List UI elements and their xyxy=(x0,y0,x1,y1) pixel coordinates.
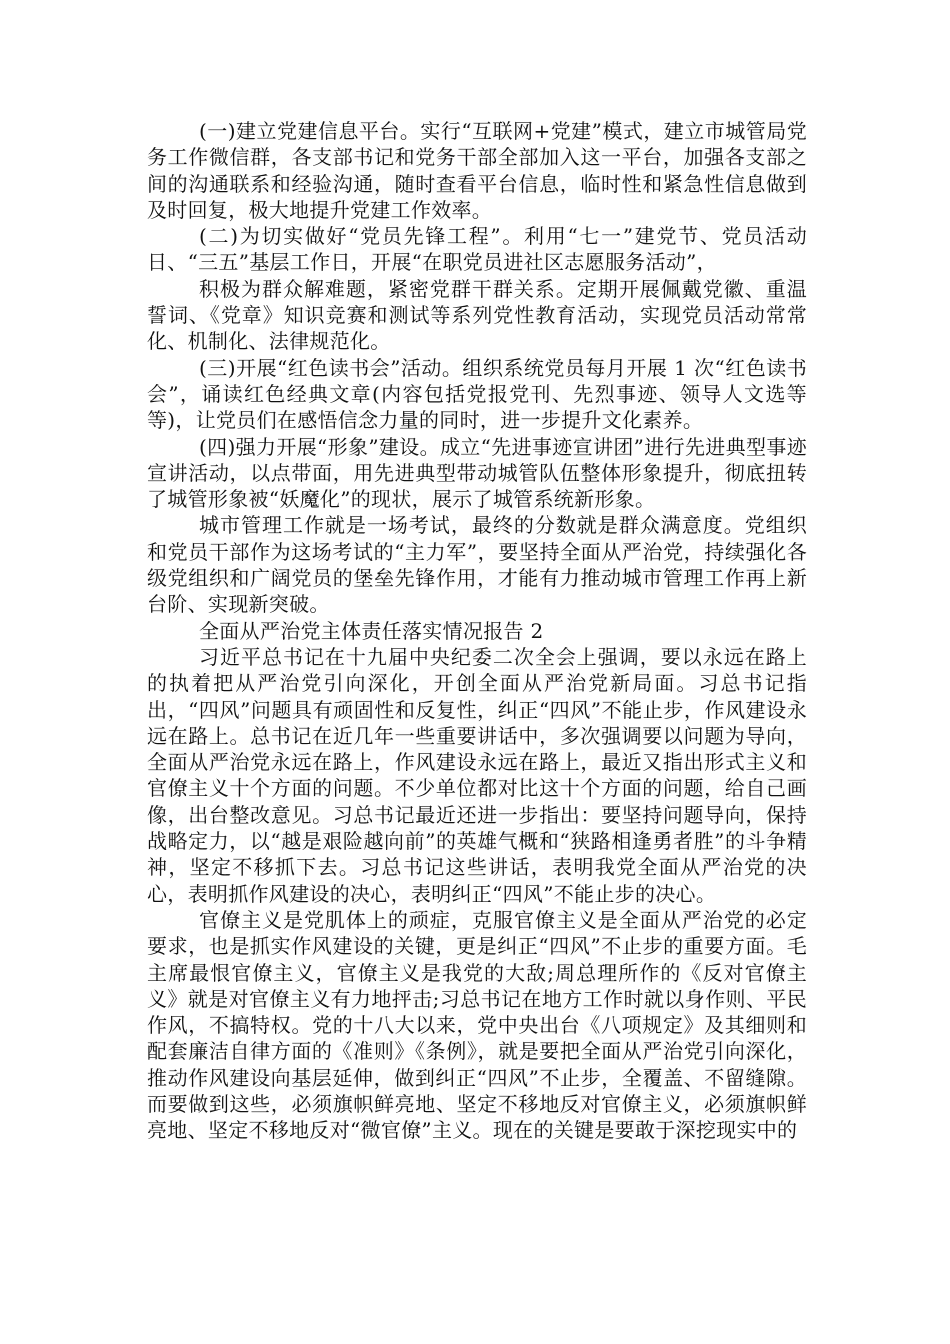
paragraph-image-building: (四)强力开展“形象”建设。成立“先进事迹宣讲团”进行先进典型事迹宣讲活动，以点带面，用先进典型带动城管队伍整体形象提升，彻底扭转了城管形象被“妖魔化”的现状，展示了城管系统新形象。 xyxy=(147,434,807,512)
document-body xyxy=(147,118,807,1144)
report-title: 全面从严治党主体责任落实情况报告 2 xyxy=(199,618,544,643)
paragraph-education-activities: 积极为群众解难题，紧密党群干群关系。定期开展佩戴党徽、重温誓词、《党章》知识竞赛和测试等系列党性教育活动，实现党员活动常常化、机制化、法律规范化。 xyxy=(147,276,807,354)
paragraph-reading-club: (三)开展“红色读书会”活动。组织系统党员每月开展 1 次“红色读书会”，诵读红色经典文章(内容包括党报党刊、先烈事迹、领导人文选等等)，让党员们在感悟信念力量的同时，进一步提升文化素养。 xyxy=(147,355,807,433)
paragraph-speech: 习近平总书记在十九届中央纪委二次全会上强调，要以永远在路上的执着把从严治党引向深化，开创全面从严治党新局面。习总书记指出，“四风”问题具有顽固性和反复性，纠正“四风”不能止步，作风建设永远在路上。总书记在近几年一些重要讲话中，多次强调要以问题为导向，全面从严治党永远在路上，作风建设永远在路上，最近又指出形式主义和官僚主义十个方面的问题。不少单位都对比这十个方面的问题，给自己画像，出台整改意见。习总书记最近还进一步指出：要坚持问题导向，保持战略定力，以“越是艰险越向前”的英雄气概和“狭路相逢勇者胜”的斗争精神，坚定不移抓下去。习总书记这些讲话，表明我党全面从严治党的决心，表明抓作风建设的决心，表明纠正“四风”不能止步的决心。 xyxy=(147,644,807,906)
paragraph-vanguard-project: (二)为切实做好“党员先锋工程”。利用“七一”建党节、党员活动日、“三五”基层工作日，开展“在职党员进社区志愿服务活动”， xyxy=(147,224,807,275)
paragraph-platform: (一)建立党建信息平台。实行“互联网+党建”模式，建立市城管局党务工作微信群，各支部书记和党务干部全部加入这一平台，加强各支部之间的沟通联系和经验沟通，随时查看平台信息，临时性和紧急性信息做到及时回复，极大地提升党建工作效率。 xyxy=(147,119,807,222)
paragraph-conclusion: 城市管理工作就是一场考试，最终的分数就是群众满意度。党组织和党员干部作为这场考试的“主力军”，要坚持全面从严治党，持续强化各级党组织和广阔党员的堡垒先锋作用，才能有力推动城市管理工作再上新台阶、实现新突破。 xyxy=(147,513,807,617)
paragraph-bureaucracy: 官僚主义是党肌体上的顽症，克服官僚主义是全面从严治党的必定要求，也是抓实作风建设的关键，更是纠正“四风”不止步的重要方面。毛主席最恨官僚主义，官僚主义是我党的大敌;周总理所作的《反对官僚主义》就是对官僚主义有力地抨击;习总书记在地方工作时就以身作则、平民作风，不搞特权。党的十八大以来，党中央出台《八项规定》及其细则和配套廉洁自律方面的《准则》《条例》，就是要把全面从严治党引向深化，推动作风建设向基层延伸，做到纠正“四风”不止步，全覆盖、不留缝隙。而要做到这些，必须旗帜鲜亮地、坚定不移地反对官僚主义，必须旗帜鲜亮地、坚定不移地反对“微官僚”主义。现在的关键是要敢于深挖现实中的 xyxy=(147,907,807,1143)
